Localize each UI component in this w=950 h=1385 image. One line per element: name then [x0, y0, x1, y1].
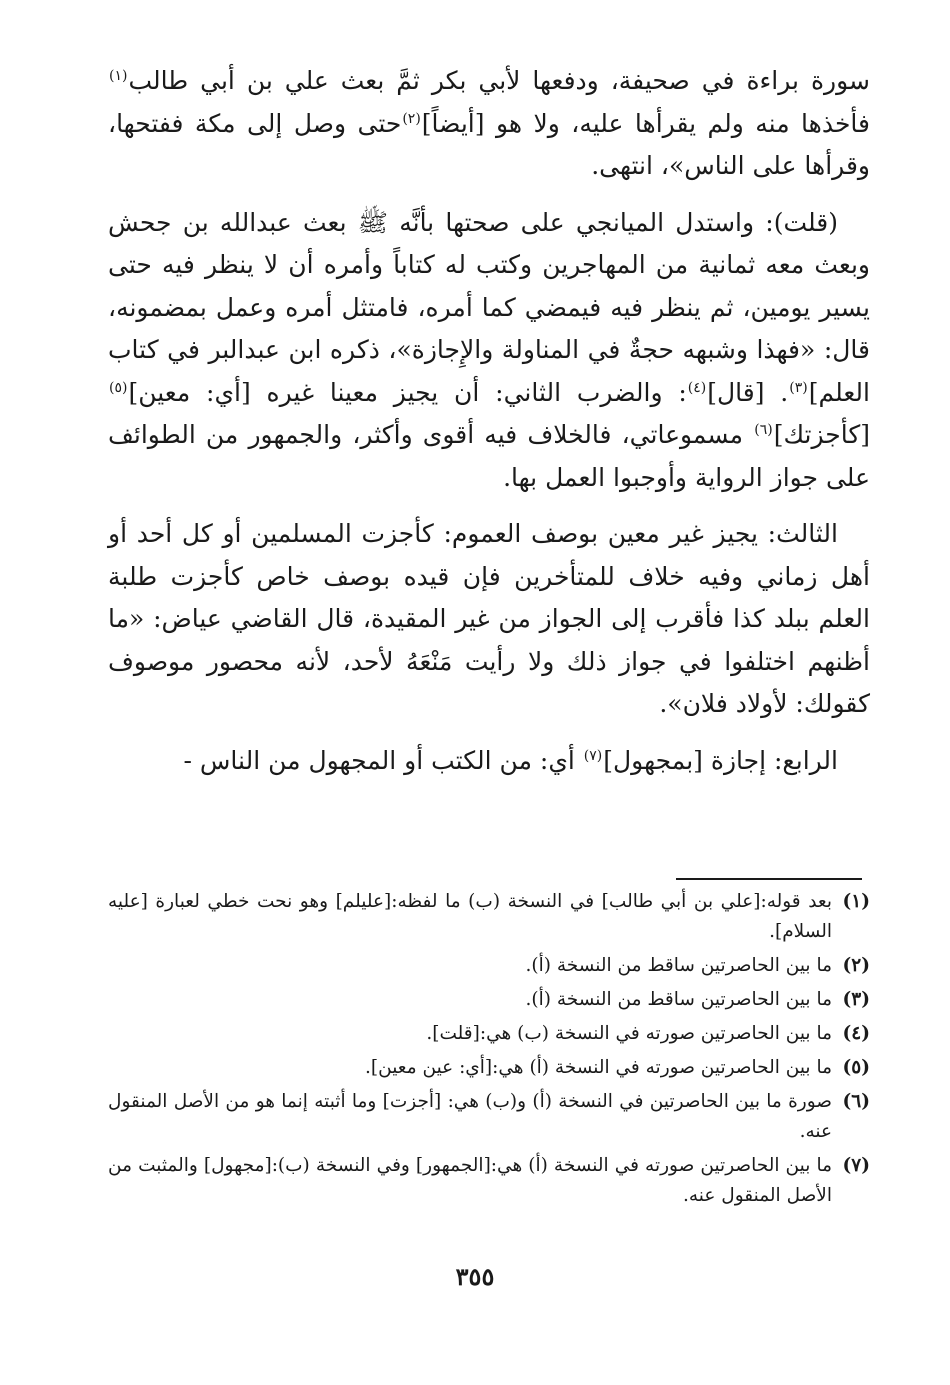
footnote-text: ما بين الحاصرتين ساقط من النسخة (أ). [525, 955, 832, 976]
footnote-3 [108, 985, 870, 1015]
footnote-ref-3[interactable]: (٣) [789, 379, 808, 396]
main-text [108, 60, 870, 782]
paragraph-3: الثالث: يجيز غير معين بوصف العموم: كأجزت المسلمين أو كل أحد أو أهل زماني وفيه خلاف للمتأخرين فإن قيده بوصف خاص كأجزت طلبة العلم ببلد كذا فأقرب إلى الجواز من غير المقيدة، قال القاضي عياض: «ما أظنهم اختلفوا في جواز ذلك ولا رأيت مَنْعَهُ لأحد، لأنه محصور موصوف كقولك: لأولاد فلان». [108, 519, 870, 718]
footnote-number: (٦) [842, 1091, 870, 1112]
footnotes [108, 887, 870, 1215]
text-run: مسموعاتي، فالخلاف فيه أقوى وأكثر، والجمهور من الطوائف على جواز الرواية وأوجبوا العمل بها. [108, 420, 870, 492]
paragraph-2 [108, 202, 870, 500]
footnote-text: ما بين الحاصرتين صورته في النسخة (أ) هي:[الجمهور] وفي النسخة (ب):[مجهول] والمثبت من الأصل المنقول عنه. [108, 1155, 832, 1206]
footnote-text: بعد قوله:[علي بن أبي طالب] في النسخة (ب) ما لفظه:[عليلم] وهو نحت خطي لعبارة [عليه السلام]. [108, 891, 832, 942]
paragraph-4 [108, 740, 870, 783]
footnote-ref-7[interactable]: (٧) [583, 747, 603, 764]
footnote-separator [676, 878, 862, 880]
footnote-7 [108, 1151, 870, 1211]
footnote-ref-5[interactable]: (٥) [109, 379, 128, 396]
text-run: . [قال] [707, 377, 789, 407]
footnote-ref-4[interactable]: (٤) [687, 379, 707, 396]
footnote-number: (٣) [842, 989, 870, 1010]
footnote-1 [108, 887, 870, 947]
footnote-number: (٢) [842, 955, 870, 976]
footnote-ref-6[interactable]: (٦) [754, 422, 773, 438]
footnote-4 [108, 1019, 870, 1049]
footnote-number: (٤) [842, 1023, 870, 1044]
footnote-text: ما بين الحاصرتين صورته في النسخة (أ) هي:[أي: عين معين]. [365, 1057, 832, 1078]
footnote-number: (٥) [842, 1057, 870, 1078]
text-run: [كأجزتك] [773, 420, 870, 449]
footnote-number: (١) [842, 891, 870, 912]
footnote-text: صورة ما بين الحاصرتين في النسخة (أ) و(ب) هي: [أجزت] وما أثبته إنما هو من الأصل المنقول عنه. [108, 1091, 832, 1142]
paragraph-1 [108, 60, 870, 188]
footnote-ref-2[interactable]: (٢) [402, 110, 421, 127]
footnote-text: ما بين الحاصرتين صورته في النسخة (ب) هي:[قلت]. [426, 1023, 832, 1044]
footnote-ref-1[interactable]: (١) [109, 68, 128, 84]
footnote-6 [108, 1087, 870, 1147]
footnote-2 [108, 951, 870, 981]
text-run: أي: من الكتب أو المجهول من الناس - [183, 745, 583, 775]
text-run: فأخذها منه ولم يقرأها عليه، ولا هو [أيضاً] [421, 108, 870, 138]
text-run: حتى وصل إلى مكة ففتحها، وقرأها على الناس»، انتهى. [108, 108, 870, 180]
text-run: (قلت): واستدل الميانجي على صحتها بأنَّه ﷺ بعث عبدالله بن جحش وبعث معه ثمانية من المهاجرين وكتب له كتاباً وأمره أن لا ينظر فيه حتى يسير يومين، ثم ينظر فيه فيمضي كما أمره، فامتثل أمره وعمل بمضمونه، قال: «فهذا وشبهه حجةٌ في المناولة والإِجازة»، ذكره ابن عبدالبر في كتاب العلم] [108, 207, 870, 407]
text-run: الرابع: إجازة [بمجهول] [603, 745, 838, 775]
footnote-text: ما بين الحاصرتين ساقط من النسخة (أ). [525, 989, 832, 1010]
page-number: ٣٥٥ [455, 1262, 495, 1291]
text-run: سورة براءة في صحيفة، ودفعها لأبي بكر ثمَّ بعث علي بن أبي طالب [128, 66, 870, 95]
text-run: : والضرب الثاني: أن يجيز معينا غيره [أي: معين] [128, 377, 687, 407]
footnote-number: (٧) [842, 1155, 870, 1176]
footnote-5 [108, 1053, 870, 1083]
